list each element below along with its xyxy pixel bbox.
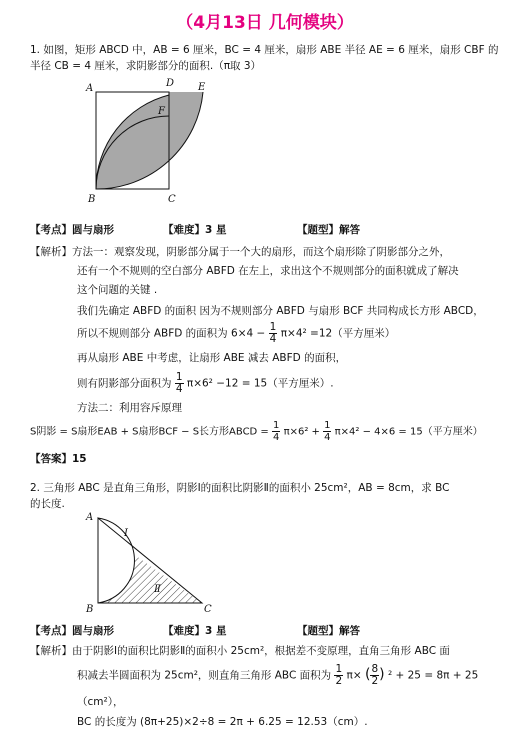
p1-sol-1: 还有一个不规则的空白部分 ABFD 在左上，求出这个不规则部分的面积就成了解决	[77, 265, 459, 277]
p1-sol-8: π×6² −12 = 15（平方厘米）.	[186, 377, 334, 390]
page-title: （4月13日 几何模块）	[176, 13, 354, 33]
label-B: B	[88, 194, 96, 205]
p1-sol-10-line	[30, 420, 483, 443]
p2-sol-1: 积减去半圆面积为 25cm²，则直角三角形 ABC 面积为	[77, 669, 332, 682]
p1-sol-10: S阴影 = S扇形EAB + S扇形BCF − S长方形ABCD =	[30, 426, 269, 438]
p1-sol-4-line	[77, 322, 395, 345]
p1-sol-0: 【解析】方法一：观察发现，阴影部分属于一个大的扇形，而这个扇形除了阴影部分之外，	[30, 246, 450, 258]
p2-kaodian: 【考点】圆与扇形	[30, 625, 114, 637]
fraction-quarter-4: $\frac{1}{4}$	[324, 420, 331, 443]
problem2-line2: 的长度.	[30, 498, 65, 510]
problem2-line1: 2. 三角形 ABC 是直角三角形，阴影Ⅰ的面积比阴影Ⅱ的面积小 25cm²，AB = 8cm，求 BC	[30, 482, 450, 494]
p1-sol-11: π×6² +	[283, 426, 320, 438]
label-C2: C	[204, 604, 212, 615]
label-II: Ⅱ	[154, 584, 161, 595]
p1-sol-6: 再从扇形 ABE 中考虑，让扇形 ABE 减去 ABFD 的面积，	[77, 352, 347, 364]
p1-sol-5: π×4² =12（平方厘米）	[280, 327, 396, 340]
p1-kaodian: 【考点】圆与扇形	[30, 224, 114, 236]
p2-sol-5: BC 的长度为 (8π+25)×2÷8 = 2π + 6.25 = 12.53（cm）.	[77, 716, 368, 728]
problem1-line1: 1. 如图，矩形 ABCD 中，AB = 6 厘米，BC = 4 厘米，扇形 ABE 半径 AE = 6 厘米，扇形 CBF 的	[30, 44, 499, 56]
p1-sol-4: 所以不规则部分 ABFD 的面积为 6×4 −	[77, 327, 266, 340]
label-D: D	[166, 78, 175, 89]
fraction-quarter-2: $\frac{1}{4}$	[175, 371, 183, 395]
label-A2: A	[86, 512, 94, 523]
fraction-eight-halves: $\frac{8}{2}$	[371, 663, 379, 687]
label-A: A	[86, 83, 94, 94]
p2-sol-3: ² + 25 = 8π + 25	[387, 669, 479, 682]
fraction-half: $\frac{1}{2}$	[335, 663, 343, 687]
label-C: C	[168, 194, 176, 205]
p1-sol-9: 方法二：利用容斥原理	[77, 402, 182, 414]
p2-nandu: 【难度】3 星	[163, 625, 227, 637]
p1-answer: 【答案】15	[30, 453, 87, 465]
p2-tixing: 【题型】解答	[297, 625, 360, 637]
p1-sol-7: 则有阴影部分面积为	[77, 377, 172, 390]
p1-sol-2: 这个问题的关键 .	[77, 284, 158, 296]
problem1-line2: 半径 CB = 4 厘米，求阴影部分的面积.（π取 3）	[30, 60, 262, 72]
label-I: Ⅰ	[124, 528, 128, 539]
p1-sol-7-line	[77, 372, 334, 395]
fraction-quarter: $\frac{1}{4}$	[269, 321, 277, 345]
p1-nandu: 【难度】3 星	[163, 224, 227, 236]
p1-sol-3: 我们先确定 ABFD 的面积 因为不规则部分 ABFD 与扇形 BCF 共同构成长方形 ABCD，	[77, 305, 484, 317]
p1-tixing: 【题型】解答	[297, 224, 360, 236]
p2-sol-4: （cm²），	[77, 696, 124, 708]
label-E: E	[198, 82, 206, 93]
figure-rectangle-sectors	[80, 76, 220, 208]
label-F: F	[158, 106, 165, 117]
p2-sol-2: π×	[346, 669, 362, 682]
fraction-quarter-3: $\frac{1}{4}$	[273, 420, 280, 443]
p2-sol-1-line: 积减去半圆面积为 25cm²，则直角三角形 ABC 面积为 $\frac{1}{2}$ π× ( $\frac{8}{2}$ ) ² + 25 = 8π + 25	[77, 663, 479, 687]
label-B2: B	[86, 604, 94, 615]
p2-sol-0: 【解析】由于阴影Ⅰ的面积比阴影Ⅱ的面积小 25cm²，根据差不变原理，直角三角形 ABC 面	[30, 645, 450, 657]
figure-right-triangle-semicircle	[80, 510, 220, 616]
p1-sol-12: π×4² − 4×6 = 15（平方厘米）	[334, 426, 483, 438]
